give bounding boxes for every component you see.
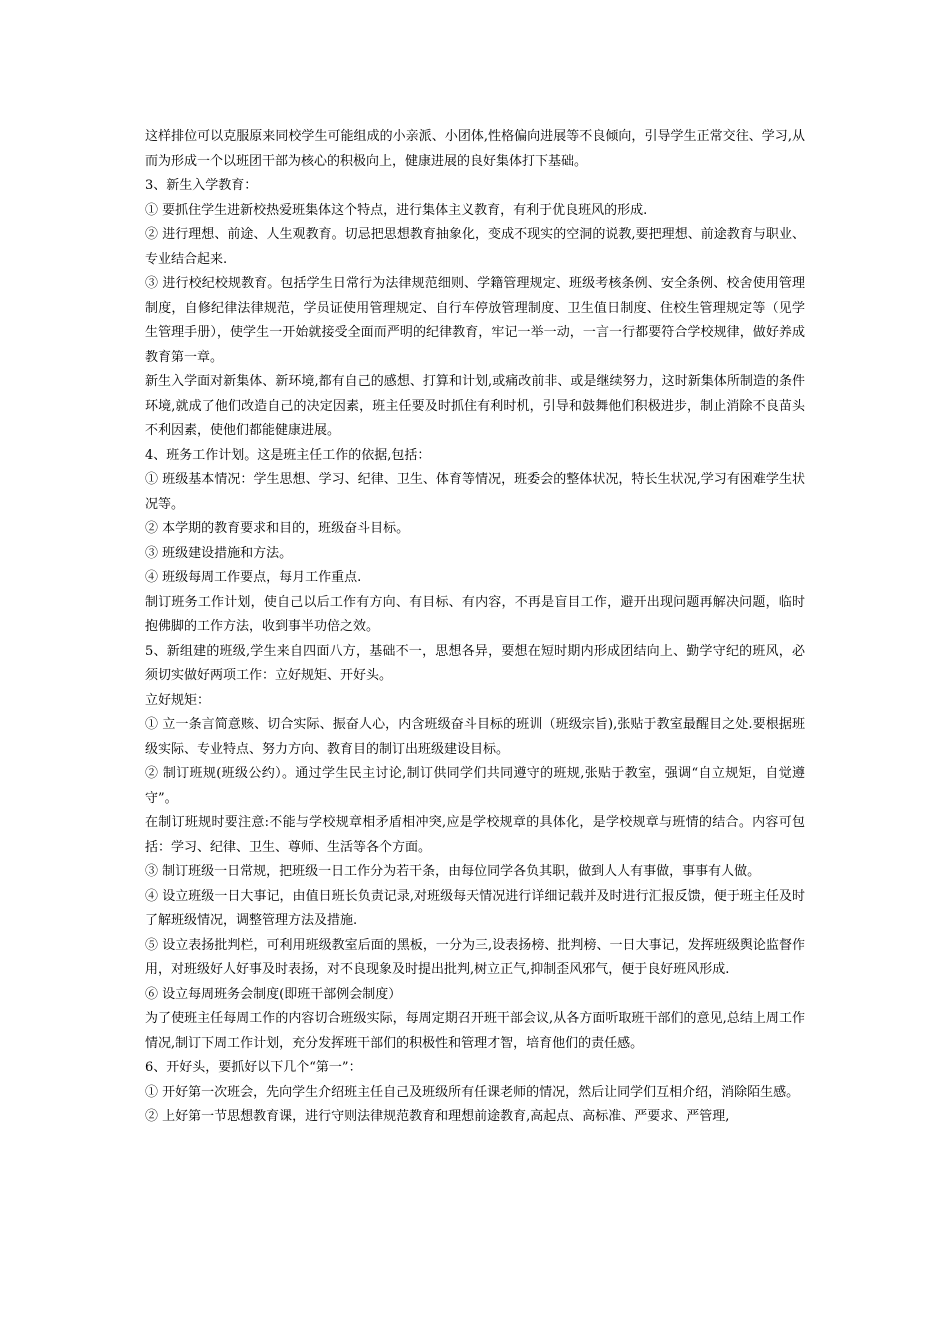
list-item-weekly-points: ④ 班级每周工作要点，每月工作重点. — [145, 570, 362, 585]
list-item-class-measures: ③ 班级建设措施和方法。 — [145, 545, 293, 561]
heading-class-work-plan: 4、班务工作计划。这是班主任工作的依据,包括： — [145, 447, 431, 463]
heading-new-student-education: 3、新生入学教育： — [145, 178, 258, 193]
list-item-ideals-education: ② 进行理想、前途、人生观教育。切忌把思想教育抽象化，变成不现实的空洞的说教,要把理想、前途教育与职业、专业结合起来. — [145, 227, 805, 267]
document-body — [145, 125, 805, 1130]
heading-new-class: 5、新组建的班级,学生来自四面八方，基础不一，思想各异，要想在短时期内形成团结向上、勤学守纪的班风，必须切实做好两项工作：立好规矩、开好头。 — [145, 643, 805, 683]
paragraph-rules-notes: 在制订班规时要注意:不能与学校规章相矛盾相冲突,应是学校规章的具体化，是学校规章与班情的结合。内容可包括：学习、纪律、卫生、尊师、生活等各个方面。 — [145, 815, 805, 855]
paragraph-plan-benefit: 制订班务工作计划，使自己以后工作有方向、有目标、有内容，不再是盲目工作，避开出现问题再解决问题，临时抱佛脚的工作方法，收到事半功倍之效。 — [145, 594, 805, 634]
paragraph-new-student-opportunity: 新生入学面对新集体、新环境,都有自己的感想、打算和计划,或痛改前非、或是继续努力，这时新集体所制造的条件环境,就成了他们改造自己的决定因素，班主任要及时抓住有利时机，引导和鼓舞他们积极进步，制止消除不良苗头不利因素，使他们都能健康进展。 — [145, 374, 805, 438]
list-item-discipline-education: ③ 进行校纪校规教育。包括学生日常行为法律规范细则、学籍管理规定、班级考核条例、安全条例、校舍使用管理制度，自修纪律法律规范，学员证使用管理规定、自行车停放管理制度、卫生值日制度、住校生管理规定等（见学生管理手册），使学生一开始就接受全面而严明的纪律教育，牢记一举一动，一言一行都要符合学校规律，做好养成教育第一章。 — [145, 276, 805, 365]
paragraph-seating-intro: 这样排位可以克服原来同校学生可能组成的小亲派、小团体,性格偏向进展等不良倾向，引导学生正常交往、学习,从而为形成一个以班团干部为核心的积极向上，健康进展的良好集体打下基础。 — [145, 129, 805, 169]
list-item-semester-goals: ② 本学期的教育要求和目的，班级奋斗目标。 — [145, 521, 410, 536]
list-item-weekly-meeting: ⑥ 设立每周班务会制度(即班干部例会制度） — [145, 986, 402, 1002]
list-item-daily-log: ④ 设立班级一日大事记，由值日班长负责记录,对班级每天情况进行详细记载并及时进行汇报反馈，便于班主任及时了解班级情况，调整管理方法及措施. — [145, 888, 805, 928]
paragraph-weekly-meeting-detail: 为了使班主任每周工作的内容切合班级实际，每周定期召开班干部会议,从各方面听取班干部们的意见,总结上周工作情况,制订下周工作计划，充分发挥班干部们的积极性和管理才智，培育他们的责任感。 — [145, 1011, 805, 1051]
list-item-first-meeting: ① 开好第一次班会，先向学生介绍班主任自己及班级所有任课老师的情况，然后让同学们互相介绍，消除陌生感。 — [145, 1084, 800, 1100]
list-item-class-basic-situation: ① 班级基本情况：学生思想、学习、纪律、卫生、体育等情况，班委会的整体状况，特长生状况,学习有困难学生状况等。 — [145, 472, 805, 512]
list-item-daily-routine: ③ 制订班级一日常规，把班级一日工作分为若干条，由每位同学各负其职，做到人人有事做，事事有人做。 — [145, 864, 761, 879]
heading-good-start: 6、开好头，要抓好以下几个“第一”： — [145, 1060, 362, 1075]
list-item-class-motto: ① 立一条言简意赅、切合实际、振奋人心，内含班级奋斗目标的班训（班级宗旨),张贴于教室最醒目之处.要根据班级实际、专业特点、努力方向、教育目的制订出班级建设目标。 — [145, 717, 805, 757]
list-item-collective-education: ① 要抓住学生进新校热爱班集体这个特点，进行集体主义教育，有利于优良班风的形成. — [145, 202, 648, 218]
list-item-first-lesson: ② 上好第一节思想教育课，进行守则法律规范教育和理想前途教育,高起点、高标准、严要求、严管理, — [145, 1109, 730, 1124]
list-item-praise-board: ⑤ 设立表扬批判栏，可利用班级教室后面的黑板，一分为三,设表扬榜、批判榜、一日大事记，发挥班级舆论监督作用，对班级好人好事及时表扬，对不良现象及时提出批判,树立正气,抑制歪风邪气，便于良好班风形成. — [145, 937, 805, 977]
list-item-class-rules: ② 制订班规(班级公约）。通过学生民主讨论,制订供同学们共同遵守的班规,张贴于教室，强调“自立规矩，自觉遵守”。 — [145, 766, 805, 806]
subheading-set-rules: 立好规矩： — [145, 692, 211, 708]
